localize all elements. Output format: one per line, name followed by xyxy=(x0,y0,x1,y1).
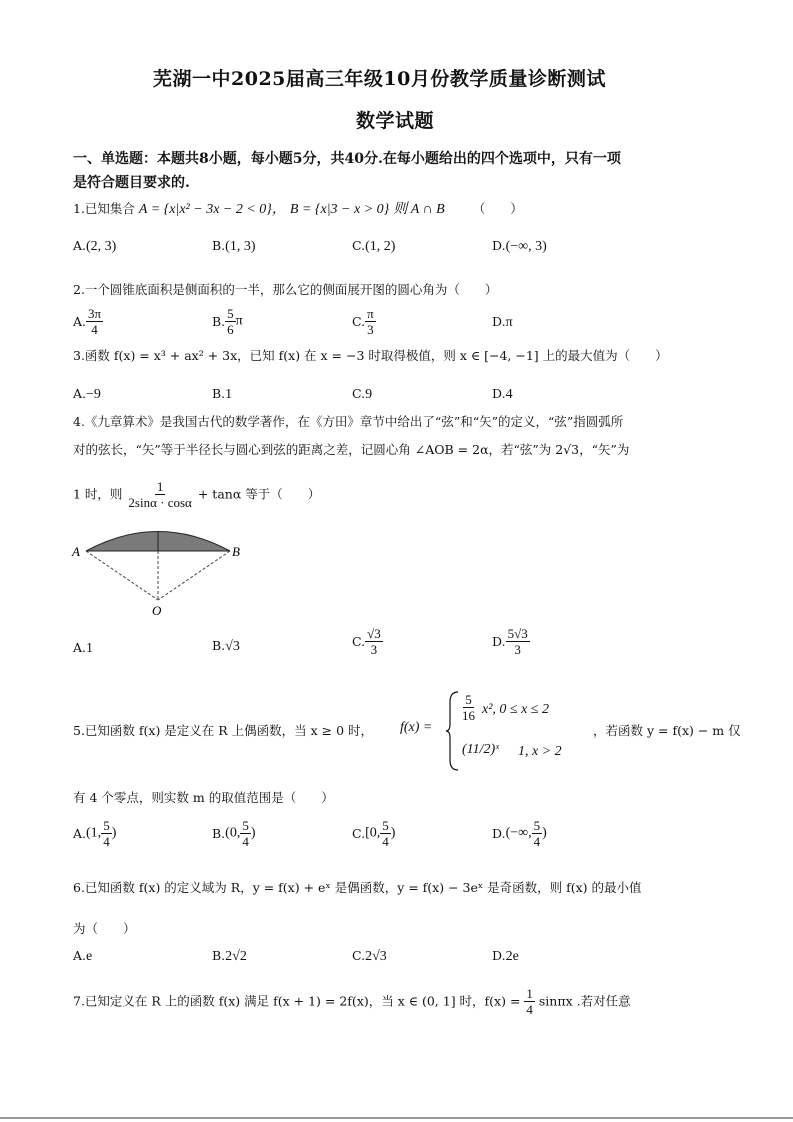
question-6-line-1: 6.已知函数 f(x) 的定义域为 R，y = f(x) + eˣ 是偶函数，y = f(x) − 3eˣ 是奇函数，则 f(x) 的最小值 xyxy=(73,880,642,895)
q3-option-d[interactable]: D.4 xyxy=(492,386,513,402)
q2-option-c[interactable]: C. $\frac{\pi}{3}$ xyxy=(352,306,374,337)
q6-option-a[interactable]: A.e xyxy=(73,948,93,964)
page-bottom-rule xyxy=(0,1117,793,1119)
q1-prefix: 1.已知集合 xyxy=(73,201,135,216)
question-5-prefix: 5.已知函数 f(x) 是定义在 R 上偶函数，当 x ≥ 0 时， xyxy=(73,723,374,738)
radius-ob xyxy=(158,551,230,600)
label-b: B xyxy=(232,544,240,559)
label-o: O xyxy=(152,603,162,618)
q4-option-a[interactable]: A.1 xyxy=(73,640,94,656)
question-4-line-3: 1 时，则 $\frac{1}{2\sin\alpha \cdot \cos\alpha}$ + tanα 等于（ ） xyxy=(73,479,321,510)
q3-option-b[interactable]: B.1 xyxy=(212,386,233,402)
question-5-line-2: 有 4 个零点，则实数 m 的取值范围是（ ） xyxy=(73,790,334,805)
question-5-suffix: ，若函数 y = f(x) − m 仅 xyxy=(593,723,741,738)
q2-option-a[interactable]: A. $\frac{3\pi}{4}$ xyxy=(73,306,102,337)
question-2: 2.一个圆锥底面积是侧面积的一半，那么它的侧面展开图的圆心角为（ ） xyxy=(73,282,498,297)
q1-option-a[interactable]: A.(2, 3) xyxy=(73,238,117,254)
q5-option-a[interactable]: A.(1, $\frac{5}{4}$ ) xyxy=(73,818,117,849)
q6-option-d[interactable]: D.2e xyxy=(492,948,519,964)
q3-option-c[interactable]: C.9 xyxy=(352,386,373,402)
question-4-line-1: 4.《九章算术》是我国古代的数学著作，在《方田》章节中给出了“弦”和“矢”的定义，“弦”指圆弧所 xyxy=(73,414,624,429)
section-heading-cont: 是符合题目要求的. xyxy=(73,175,190,191)
q1-set-a: A = {x|x² − 3x − 2 < 0}， xyxy=(138,202,286,217)
question-3: 3.函数 f(x) = x³ + ax² + 3x，已知 f(x) 在 x = −3 时取得极值，则 x ∈ [−4, −1] 上的最大值为（ ） xyxy=(73,348,668,363)
q4-option-b[interactable]: B.√3 xyxy=(212,638,240,654)
q6-option-c[interactable]: C.2√3 xyxy=(352,948,387,964)
page-subtitle: 数学试题 xyxy=(356,110,435,132)
question-6-line-2: 为（ ） xyxy=(73,921,136,936)
label-a: A xyxy=(72,544,80,559)
q1-set-b: B = {x|3 − x > 0} xyxy=(289,202,390,217)
q1-option-c[interactable]: C.(1, 2) xyxy=(352,238,396,254)
q2-option-d[interactable]: D.π xyxy=(492,314,513,330)
question-7: 7.已知定义在 R 上的函数 f(x) 满足 f(x + 1) = 2f(x)，当 x ∈ (0, 1] 时，f(x) = $\frac{1}{4}$ sinπx .若对任意 xyxy=(73,986,631,1017)
q1-suffix: 则 A ∩ B xyxy=(393,202,445,217)
question-4-line-2: 对的弦长，“矢”等于半径长与圆心到弦的距离之差，记圆心角 ∠AOB = 2α，若“弦”为 2√3，“矢”为 xyxy=(73,442,630,457)
q1-option-b[interactable]: B.(1, 3) xyxy=(212,238,256,254)
section-heading: 一、单选题：本题共8小题，每小题5分，共40分.在每小题给出的四个选项中，只有一项 xyxy=(73,151,621,167)
q2-option-b[interactable]: B. $\frac{5}{6}$ π xyxy=(212,306,243,337)
q1-paren: （ ） xyxy=(472,201,523,216)
question-1 xyxy=(73,200,523,219)
q6-option-b[interactable]: B.2√2 xyxy=(212,948,247,964)
radius-oa xyxy=(86,551,158,600)
q4-option-d[interactable]: D. $\frac{5√3}{3}$ xyxy=(492,626,528,657)
q4-option-c[interactable]: C. $\frac{√3}{3}$ xyxy=(352,626,381,657)
page-title: 芜湖一中2025届高三年级10月份教学质量诊断测试 xyxy=(153,68,606,90)
q1-option-d[interactable]: D.(−∞, 3) xyxy=(492,238,547,254)
q5-option-c[interactable]: C.[0, $\frac{5}{4}$ ) xyxy=(352,818,396,849)
q5-option-b[interactable]: B.(0, $\frac{5}{4}$ ) xyxy=(212,818,256,849)
segment-figure xyxy=(70,520,250,620)
q5-option-d[interactable]: D.(−∞, $\frac{5}{4}$ ) xyxy=(492,818,547,849)
q3-option-a[interactable]: A.−9 xyxy=(73,386,101,402)
